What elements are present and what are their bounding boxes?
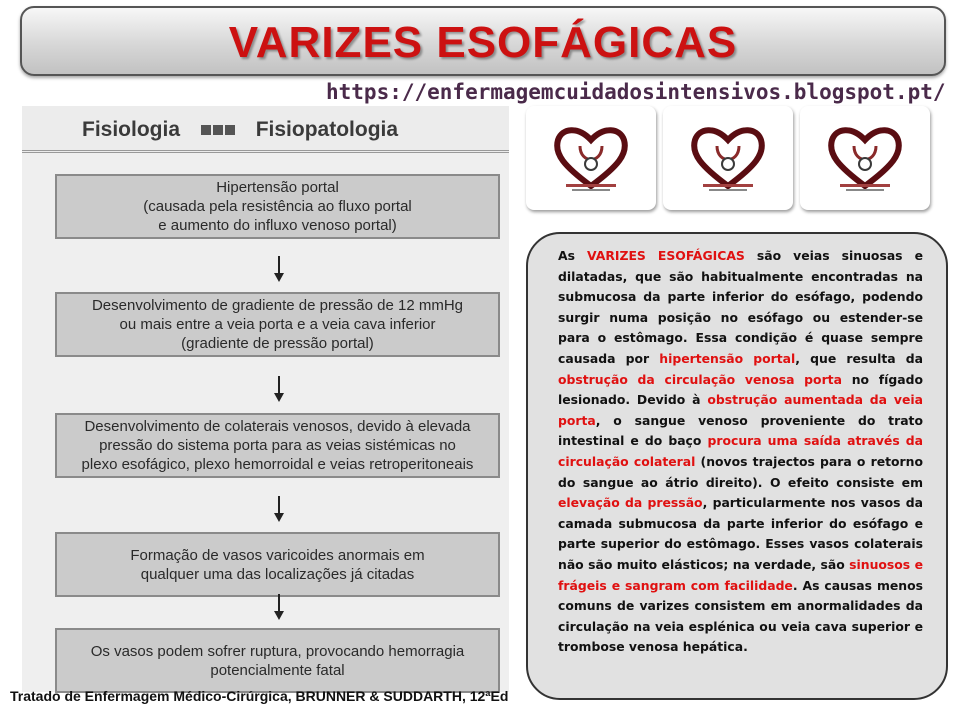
- square-icon: [213, 125, 223, 135]
- heart-stethoscope-logo-icon: [683, 120, 773, 196]
- pathophysiology-diagram: [22, 106, 509, 692]
- info-text-segment: As: [558, 248, 587, 263]
- info-highlight: procura uma saída através da circulação colateral: [558, 433, 923, 469]
- square-icon: [225, 125, 235, 135]
- flow-step-text: Formação de vasos varicoides anormais em qualquer uma das localizações já citadas: [130, 546, 425, 583]
- info-text-segment: . As causas menos comuns de varizes consistem em anormalidades da circulação na veia esplénica ou veia cava superior e trombose venosa hepática.: [558, 577, 923, 655]
- info-panel: [526, 232, 948, 700]
- down-arrow-icon: [274, 256, 284, 282]
- title-banner: [20, 6, 946, 76]
- flow-step-2: [55, 292, 500, 357]
- info-text-segment: (novos trajectos para o retorno do sangue ao átrio direito). O efeito consiste em: [558, 453, 923, 490]
- flow-step-text: Hipertensão portal (causada pela resistência ao fluxo portal e aumento do influxo venoso portal): [143, 179, 412, 234]
- heart-stethoscope-logo-icon: [820, 120, 910, 196]
- info-text-segment: , o sangue venoso proveniente do trato intestinal e do baço: [558, 412, 923, 449]
- down-arrow-icon: [274, 496, 284, 522]
- info-highlight: VARIZES ESOFÁGICAS: [587, 248, 745, 263]
- square-icon: [201, 125, 211, 135]
- info-highlight: elevação da pressão: [558, 495, 703, 511]
- heading-fisiologia: Fisiologia: [82, 118, 181, 141]
- heart-stethoscope-logo-icon: [546, 120, 636, 196]
- diagram-header-strip: [22, 106, 509, 153]
- blog-logo-card: [663, 106, 793, 210]
- flow-step-1: [55, 174, 500, 239]
- flow-step-text: Os vasos podem sofrer ruptura, provocando hemorragia potencialmente fatal: [90, 642, 465, 679]
- info-text-segment: no fígado lesionado. Devido à: [558, 371, 923, 408]
- flow-step-4: [55, 532, 500, 597]
- flow-step-text: Desenvolvimento de colaterais venosos, devido à elevada pressão do sistema porta para as veias sistémicas no plexo esofágico, plexo hemorroidal e veias retroperitoneais: [81, 418, 474, 473]
- source-caption: Tratado de Enfermagem Médico-Cirúrgica, BRUNNER & SUDDARTH, 12ªEd: [10, 688, 509, 704]
- diagram-heading: [82, 118, 398, 142]
- info-text-segment: , que resulta da: [795, 350, 923, 366]
- info-highlight: obstrução aumentada da veia porta: [558, 392, 923, 428]
- blog-logo-card: [526, 106, 656, 210]
- info-highlight: hipertensão portal: [659, 350, 796, 366]
- down-arrow-icon: [274, 376, 284, 402]
- info-highlight: obstrução da circulação venosa porta: [558, 371, 842, 387]
- blog-logo-card: [800, 106, 930, 210]
- info-highlight: sinuosos e frágeis e sangram com facilidade: [558, 556, 923, 593]
- info-text-segment: , particularmente nos vasos da camada submucosa da parte inferior do esófago e parte superior do estômago. Esses vasos colaterais não são muito elásticos; na verdade, são: [558, 495, 923, 572]
- flow-step-5: [55, 628, 500, 693]
- info-text-segment: são veias sinuosas e dilatadas, que são habitualmente encontradas na submucosa da parte inferior do esófago, podendo surgir numa posição no esófago ou estender-se para o estômago. Essa condição é quase sempre causada por: [558, 248, 923, 366]
- down-arrow-icon: [274, 594, 284, 620]
- flow-step-3: [55, 413, 500, 478]
- info-paragraph: [558, 246, 923, 658]
- page-title: VARIZES ESOFÁGICAS: [228, 18, 738, 67]
- blog-url-link[interactable]: https://enfermagemcuidadosintensivos.blogspot.pt/: [326, 80, 946, 104]
- heading-fisiopatologia: Fisiopatologia: [255, 118, 399, 141]
- flow-step-text: Desenvolvimento de gradiente de pressão de 12 mmHg ou mais entre a veia porta e a veia cava inferior (gradiente de pressão portal): [91, 297, 464, 352]
